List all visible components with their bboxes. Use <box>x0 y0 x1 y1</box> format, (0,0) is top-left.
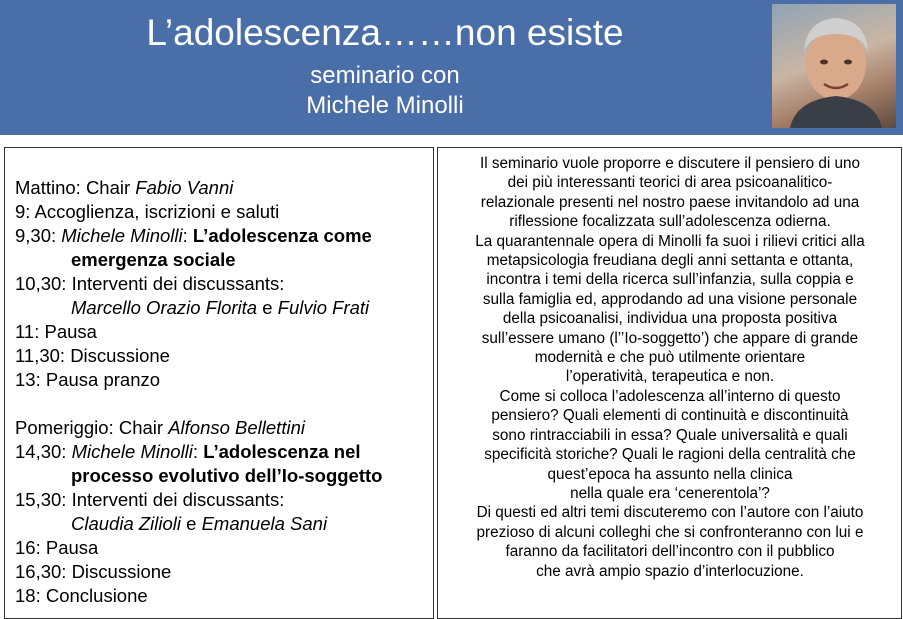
seminar-description <box>446 154 894 581</box>
speaker-name: Michele Minolli <box>306 92 464 119</box>
schedule-item: 16,30: Discussione <box>15 561 172 582</box>
morning-talk-title-cont: emergenza sociale <box>71 249 236 270</box>
description-line: Il seminario vuole proporre e discutere il pensiero di uno <box>479 155 861 172</box>
description-line: sulla famiglia ed, approdando ad una visione personale <box>482 290 858 308</box>
description-line: della psicoanalisi, individua una proposta positiva <box>502 310 838 328</box>
header-banner <box>0 0 903 135</box>
description-panel <box>437 147 902 619</box>
description-line: specificità storiche? Quali le ragioni della centralità che <box>484 446 856 464</box>
seminar-subtitle: seminario con <box>310 62 460 89</box>
description-line: La quarantennale opera di Minolli fa suoi i rilievi critici alla <box>475 232 865 250</box>
description-line: quest’epoca ha assunto nella clinica <box>547 465 793 483</box>
afternoon-talk-title-cont: processo evolutivo dell’Io-soggetto <box>71 465 383 486</box>
description-line: l’operatività, terapeutica e non. <box>565 368 775 386</box>
description-line: sull’essere umano (l’’Io-soggetto’) che appare di grande <box>481 329 859 347</box>
description-line: dei più interessanti teorici di area psicoanalitico- <box>507 174 833 192</box>
portrait-icon <box>772 4 896 128</box>
description-line: Di questi ed altri temi discuteremo con l’autore con l’aiuto <box>476 504 864 522</box>
schedule-item: 18: Conclusione <box>15 585 148 606</box>
description-line: riflessione focalizzata sull’adolescenza odierna. <box>509 213 831 231</box>
afternoon-discussants-label: 15,30: Interventi dei discussants: <box>15 489 285 510</box>
schedule-item: 13: Pausa pranzo <box>15 369 161 390</box>
program-panel <box>4 147 434 619</box>
section-gap <box>15 392 382 416</box>
description-line: modernità e che può utilmente orientare <box>534 349 806 367</box>
description-line: che avrà ampio spazio d’interlocuzione. <box>536 562 804 580</box>
afternoon-chair: Pomeriggio: Chair Alfonso Bellettini <box>15 417 305 438</box>
description-line: incontra i temi della ricerca sull’infanzia, sulla coppia e <box>486 271 854 289</box>
schedule-item: 9: Accoglienza, iscrizioni e saluti <box>15 201 280 222</box>
schedule-item: 11,30: Discussione <box>15 345 170 366</box>
morning-chair: Mattino: Chair Fabio Vanni <box>15 177 234 198</box>
program-schedule <box>15 176 382 608</box>
description-line: Come si colloca l’adolescenza all’interno di questo <box>499 387 841 405</box>
description-line: nella quale era ‘cenerentola’? <box>570 484 770 502</box>
schedule-item: 16: Pausa <box>15 537 99 558</box>
morning-talk: 9,30: Michele Minolli: L’adolescenza come <box>15 225 372 246</box>
seminar-title: L’adolescenza……non esiste <box>146 12 624 53</box>
morning-discussants-names: Marcello Orazio Florita e Fulvio Frati <box>71 297 370 318</box>
morning-discussants-label: 10,30: Interventi dei discussants: <box>15 273 285 294</box>
description-line: sono rintracciabili in essa? Quale universalità e quali <box>492 426 848 444</box>
description-line: metapsicologia freudiana degli anni settanta e ottanta, <box>486 252 854 270</box>
description-line: faranno da facilitatori dell’incontro con il pubblico <box>505 543 835 561</box>
description-line: pensiero? Quali elementi di continuità e discontinuità <box>491 407 849 425</box>
description-line: prezioso di alcuni colleghi che si confronteranno con lui e <box>476 523 864 541</box>
schedule-item: 11: Pausa <box>15 321 97 342</box>
speaker-portrait <box>772 4 896 128</box>
afternoon-talk: 14,30: Michele Minolli: L’adolescenza nel <box>15 441 361 462</box>
afternoon-discussants-names: Claudia Zilioli e Emanuela Sani <box>71 513 328 534</box>
description-line: relazionale presenti nel nostro paese invitandolo ad una <box>480 193 860 211</box>
